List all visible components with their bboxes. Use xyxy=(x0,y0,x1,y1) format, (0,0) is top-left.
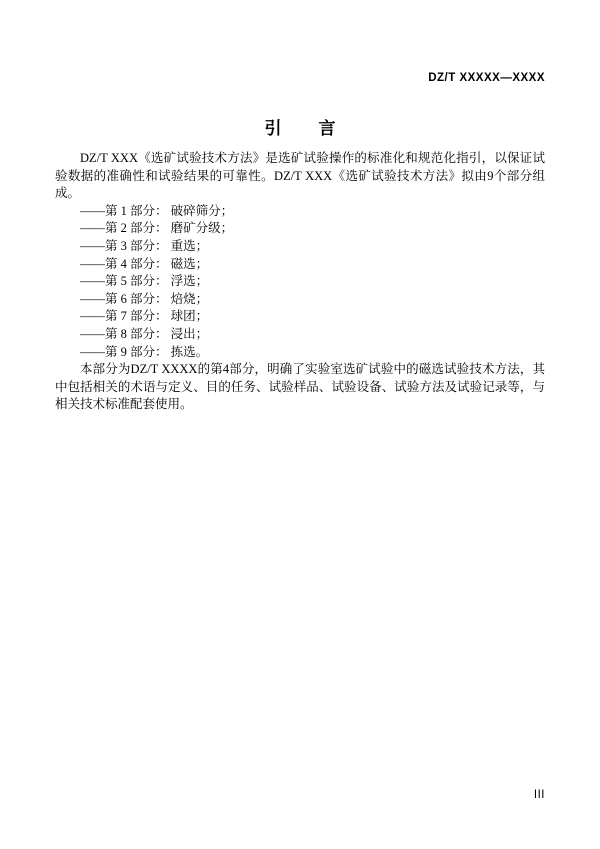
document-body xyxy=(55,150,545,414)
list-item: ——第 6 部分： 焙烧； xyxy=(80,291,209,306)
parts-list xyxy=(55,203,545,361)
list-item: ——第 1 部分： 破碎筛分； xyxy=(80,203,234,218)
page-header-code: DZ/T XXXXX—XXXX xyxy=(428,72,545,84)
closing-paragraph: 本部分为DZ/T XXXX的第4部分，明确了实验室选矿试验中的磁选试验技术方法，其中包括相关的术语与定义、目的任务、试验样品、试验设备、试验方法及试验记录等，与相关技术标准配套使用。 xyxy=(55,362,545,412)
list-item: ——第 7 部分： 球团； xyxy=(80,309,209,324)
list-item: ——第 2 部分： 磨矿分级； xyxy=(80,221,234,236)
list-item: ——第 8 部分： 浸出； xyxy=(80,326,209,341)
list-item: ——第 3 部分： 重选； xyxy=(80,238,209,253)
list-item: ——第 5 部分： 浮选； xyxy=(80,274,209,289)
page-number: III xyxy=(533,789,545,801)
page-title: 引 言 xyxy=(264,119,346,138)
list-item: ——第 9 部分： 拣选。 xyxy=(80,344,209,359)
intro-paragraph: DZ/T XXX《选矿试验技术方法》是选矿试验操作的标准化和规范化指引，以保证试验数据的准确性和试验结果的可靠性。DZ/T XXX《选矿试验技术方法》拟由9个部分组成。 xyxy=(55,151,545,201)
list-item: ——第 4 部分： 磁选； xyxy=(80,256,209,271)
